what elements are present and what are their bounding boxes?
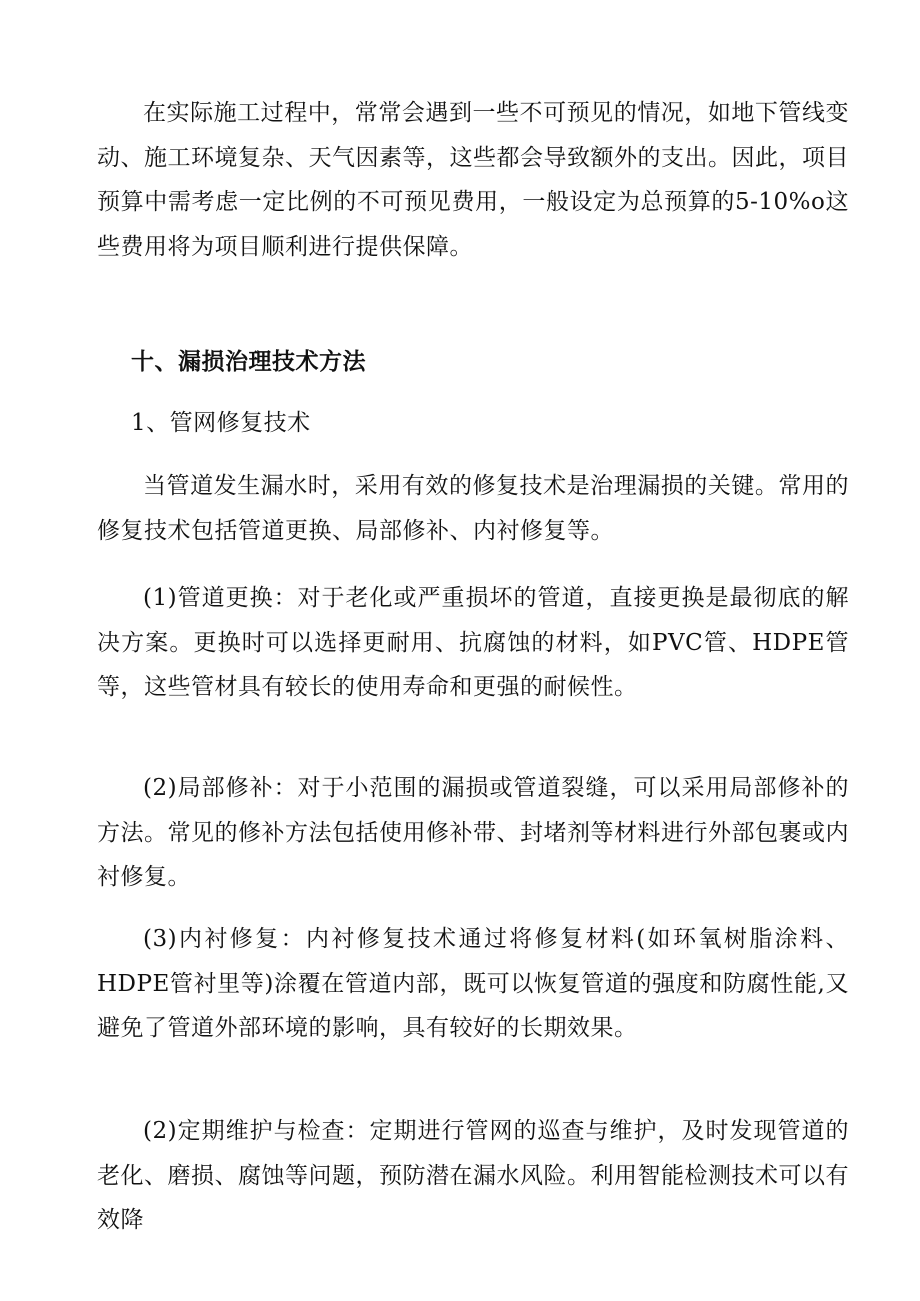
paragraph-item-lining-repair: (3)内衬修复：内衬修复技术通过将修复材料(如环氧树脂涂料、HDPE管衬里等)涂覆在管道内部，既可以恢复管道的强度和防腐性能,又避免了管道外部环境的影响，具有较好的长期效果。: [97, 926, 849, 1041]
paragraph-intro: 当管道发生漏水时，采用有效的修复技术是治理漏损的关键。常用的修复技术包括管道更换、局部修补、内衬修复等。: [97, 473, 849, 544]
paragraph-item-maintenance: (2)定期维护与检查：定期进行管网的巡查与维护，及时发现管道的老化、磨损、腐蚀等问题，预防潜在漏水风险。利用智能检测技术可以有效降: [97, 1118, 849, 1233]
paragraph-item-pipe-replacement: (1)管道更换：对于老化或严重损坏的管道，直接更换是最彻底的解决方案。更换时可以选择更耐用、抗腐蚀的材料，如PVC管、HDPE管等，这些管材具有较长的使用寿命和更强的耐候性。: [97, 585, 849, 700]
section-heading: 十、漏损治理技术方法: [131, 348, 366, 375]
subsection-heading: 1、管网修复技术: [131, 410, 311, 436]
paragraph-unforeseen-costs: 在实际施工过程中，常常会遇到一些不可预见的情况，如地下管线变动、施工环境复杂、天气因素等，这些都会导致额外的支出。因此，项目预算中需考虑一定比例的不可预见费用，一般设定为总预算的5-10%o这些费用将为项目顺利进行提供保障。: [97, 100, 849, 260]
paragraph-item-local-repair: (2)局部修补：对于小范围的漏损或管道裂缝，可以采用局部修补的方法。常见的修补方法包括使用修补带、封堵剂等材料进行外部包裹或内衬修复。: [97, 775, 849, 890]
